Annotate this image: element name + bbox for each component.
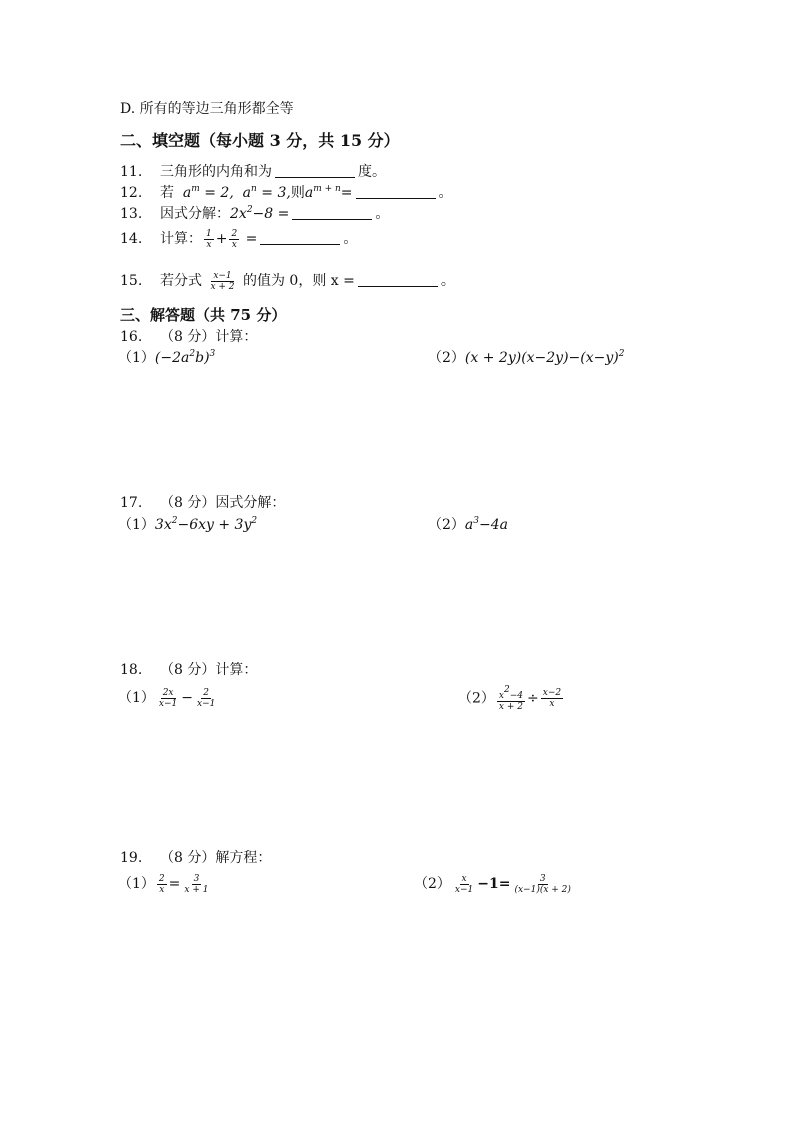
q16-header: （8 分）计算： bbox=[160, 329, 258, 345]
q18-header: （8 分）计算： bbox=[160, 662, 258, 678]
q11-blank[interactable] bbox=[275, 165, 355, 178]
q19-p1-frac-2: $\frac{3}{x + 1}$ bbox=[184, 873, 209, 895]
q13-expr: $2x^2-8$ = bbox=[230, 205, 290, 222]
q18-p1-label: （1） bbox=[118, 690, 155, 706]
q11-end: 度。 bbox=[358, 164, 386, 180]
q19-part-2: （2） $\frac{x}{x-1}$ −1= $\frac{3}{(x-1)(x + 2)}$ bbox=[414, 873, 571, 895]
q16-p1-label: （1） bbox=[118, 350, 155, 366]
q18-number: 18. bbox=[120, 662, 143, 678]
q13-number: 13. bbox=[120, 206, 143, 222]
q17-header: （8 分）因式分解： bbox=[160, 495, 286, 511]
q18-part-2: （2） $\frac{x^2-4}{x + 2}$ ÷ $\frac{x-2}{x}$ bbox=[458, 685, 562, 712]
q17-p1-expr: $3x^2-6xy + 3y^2$ bbox=[154, 516, 258, 533]
option-d: D. 所有的等边三角形都全等 bbox=[120, 101, 294, 117]
q15-end: 。 bbox=[440, 273, 455, 289]
q16-p2-expr: $(x + 2y)(x-2y)-(x-y)^2$ bbox=[464, 349, 625, 366]
q18-part-1: （1） $\frac{2x}{x-1}$ − $\frac{2}{x-1}$ bbox=[118, 687, 216, 709]
q19-header: （8 分）解方程： bbox=[160, 850, 272, 866]
q11-number: 11. bbox=[120, 164, 143, 180]
q12-number: 12. bbox=[120, 185, 143, 201]
q12-target: $a^{m + n}=$ bbox=[304, 184, 353, 201]
q15-number: 15. bbox=[120, 273, 143, 289]
question-19-header bbox=[120, 847, 271, 867]
q19-p2-label: （2） bbox=[414, 876, 451, 892]
q13-blank[interactable] bbox=[292, 207, 372, 220]
q16-part-2 bbox=[428, 347, 624, 367]
q19-p2-frac-1: $\frac{x}{x-1}$ bbox=[454, 873, 474, 895]
question-18-header bbox=[120, 659, 257, 679]
q19-part-1: （1） $\frac{2}{x}$ = $\frac{3}{x + 1}$ bbox=[118, 873, 209, 895]
q19-p2-frac-2: $\frac{3}{(x-1)(x + 2)}$ bbox=[514, 873, 571, 895]
q15-blank[interactable] bbox=[358, 274, 438, 287]
q15-frac: $\frac{x-1}{x + 2}$ bbox=[210, 270, 235, 292]
q16-p2-label: （2） bbox=[428, 350, 465, 366]
q14-blank[interactable] bbox=[260, 232, 340, 245]
q19-number: 19. bbox=[120, 850, 143, 866]
q17-part-1 bbox=[118, 514, 257, 534]
q16-number: 16. bbox=[120, 329, 143, 345]
q14-frac-2: $\frac{2}{x}$ bbox=[231, 228, 238, 250]
q14-prefix: 计算： bbox=[160, 231, 202, 247]
q12-mid: 则 bbox=[290, 185, 305, 201]
q12-prefix: 若 bbox=[160, 185, 174, 201]
q17-p2-label: （2） bbox=[428, 517, 465, 533]
q14-end: 。 bbox=[343, 231, 358, 247]
q17-p2-expr: $a^3-4a$ bbox=[464, 516, 508, 533]
question-12 bbox=[120, 182, 453, 202]
q18-p1-frac-2: $\frac{2}{x-1}$ bbox=[197, 687, 216, 709]
question-11 bbox=[120, 161, 386, 181]
q12-expr-am: $a^m = 2$, $a^n = 3$, bbox=[178, 184, 291, 201]
q19-p1-frac-1: $\frac{2}{x}$ bbox=[158, 873, 165, 895]
q16-part-1 bbox=[118, 347, 215, 367]
q18-p2-label: （2） bbox=[458, 690, 495, 707]
q15-prefix: 若分式 bbox=[160, 273, 202, 289]
question-15 bbox=[120, 270, 455, 292]
q17-p1-label: （1） bbox=[118, 517, 155, 533]
q14-number: 14. bbox=[120, 231, 143, 247]
q16-p1-expr: $(-2a^2b)^3$ bbox=[154, 349, 216, 366]
section-3-title: 三、解答题（共 75 分） bbox=[120, 306, 287, 324]
q19-p1-label: （1） bbox=[118, 876, 155, 892]
q12-end: 。 bbox=[438, 185, 453, 201]
q18-p2-frac-2: $\frac{x-2}{x}$ bbox=[542, 688, 562, 709]
question-14: 14. 计算： $\frac{1}{x}$ + $\frac{2}{x}$ = 。 bbox=[120, 228, 358, 250]
q18-p2-frac-1: $\frac{x^2-4}{x + 2}$ bbox=[498, 685, 524, 712]
question-16-header bbox=[120, 326, 257, 346]
q11-text: 三角形的内角和为 bbox=[160, 164, 272, 180]
question-13 bbox=[120, 203, 389, 223]
q13-end: 。 bbox=[375, 206, 390, 222]
q15-mid: 的值为 0，则 x = bbox=[242, 273, 355, 289]
question-17-header bbox=[120, 492, 285, 512]
q17-part-2 bbox=[428, 514, 508, 534]
q13-prefix: 因式分解： bbox=[160, 206, 230, 222]
q12-blank[interactable] bbox=[356, 186, 436, 199]
q17-number: 17. bbox=[120, 495, 143, 511]
section-2-title: 二、填空题（每小题 3 分，共 15 分） bbox=[120, 131, 400, 150]
q14-frac-1: $\frac{1}{x}$ bbox=[206, 228, 212, 250]
q18-p1-frac-1: $\frac{2x}{x-1}$ bbox=[158, 687, 178, 709]
